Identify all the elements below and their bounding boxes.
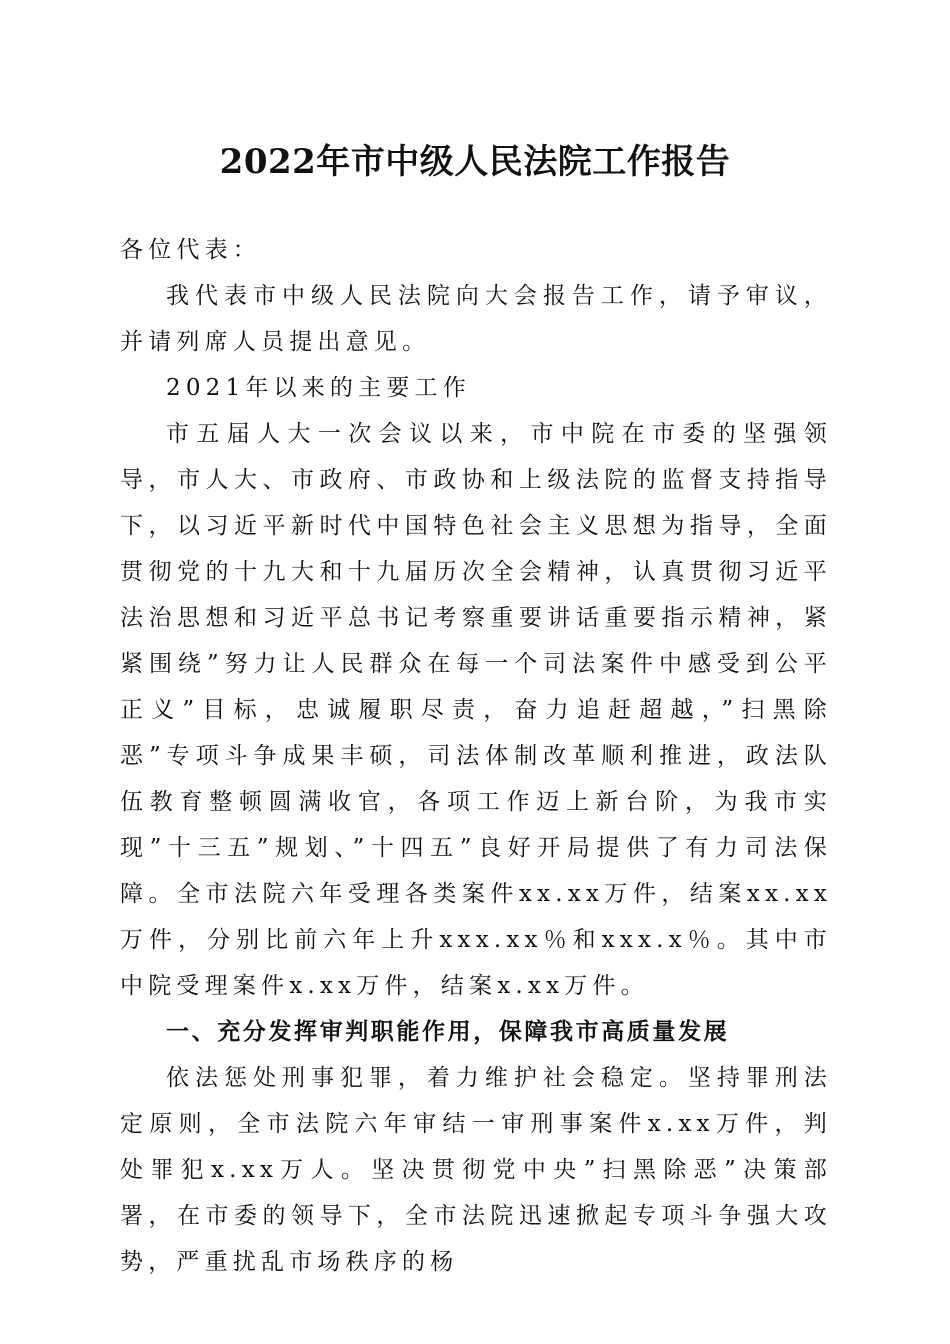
- section-heading-1: 一、充分发挥审判职能作用，保障我市高质量发展: [166, 1019, 730, 1045]
- report-body: [120, 227, 832, 1285]
- report-title: 2022年市中级人民法院工作报告: [219, 142, 731, 182]
- salutation: 各位代表：: [120, 237, 261, 263]
- intro-paragraph: 我代表市中级人民法院向大会报告工作，请予审议，并请列席人员提出意见。: [120, 283, 832, 355]
- criminal-paragraph: 依法惩处刑事犯罪，着力维护社会稳定。坚持罪刑法定原则，全市法院六年审结一审刑事案件x.xx万件，判处罪犯x.xx万人。坚决贯彻党中央”扫黑除恶”决策部署，在市委的领导下，全市法院迅速掀起专项斗争强大攻势，严重扰乱市场秩序的杨: [120, 1065, 832, 1275]
- section-label: 2021年以来的主要工作: [166, 375, 471, 401]
- overview-paragraph: 市五届人大一次会议以来，市中院在市委的坚强领导，市人大、市政府、市政协和上级法院的监督支持指导下，以习近平新时代中国特色社会主义思想为指导，全面贯彻党的十九大和十九届历次全会精神，认真贯彻习近平法治思想和习近平总书记考察重要讲话重要指示精神，紧紧围绕”努力让人民群众在每一个司法案件中感受到公平正义”目标，忠诚履职尽责，奋力追赶超越，”扫黑除恶”专项斗争成果丰硕，司法体制改革顺利推进，政法队伍教育整顿圆满收官，各项工作迈上新台阶，为我市实现”十三五”规划、”十四五”良好开局提供了有力司法保障。全市法院六年受理各类案件xx.xx万件，结案xx.xx万件，分别比前六年上升xxx.xx％和xxx.x％。其中市中院受理案件x.xx万件，结案x.xx万件。: [120, 421, 832, 999]
